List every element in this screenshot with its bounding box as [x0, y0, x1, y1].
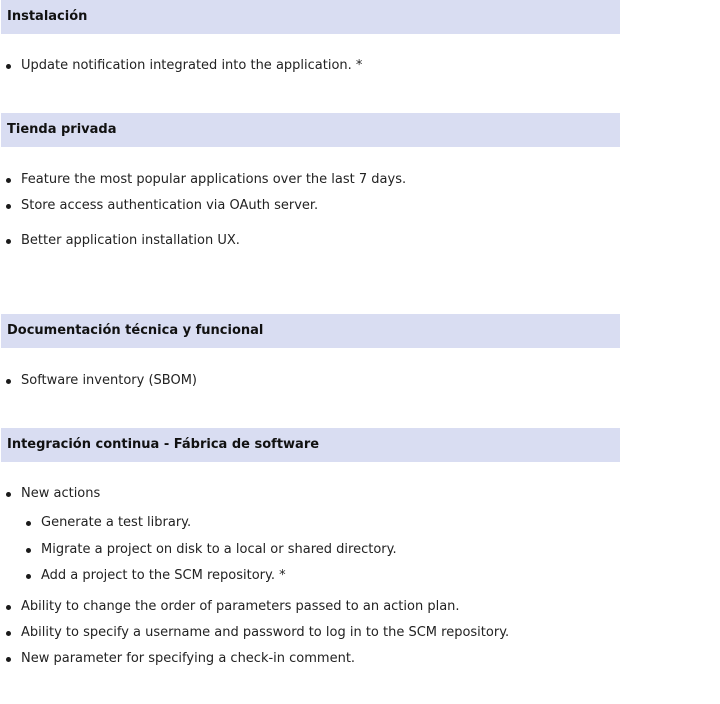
list-item: Ability to specify a username and password to log in to the SCM repository. [21, 625, 510, 640]
sub-list-item: Generate a test library. [41, 515, 192, 530]
section-header-documentacion: Documentación técnica y funcional [1, 314, 620, 348]
section-header-tienda-privada: Tienda privada [1, 113, 620, 147]
list-item: Feature the most popular applications over the last 7 days. [21, 172, 407, 187]
sub-list-item: Add a project to the SCM repository. * [41, 568, 286, 583]
list-item: Update notification integrated into the application. * [21, 58, 363, 73]
list-item: New actions [21, 486, 101, 501]
list-item: Store access authentication via OAuth server. [21, 198, 319, 213]
list-item: Software inventory (SBOM) [21, 373, 197, 388]
list-item: New parameter for specifying a check-in comment. [21, 651, 356, 666]
section-header-integracion-continua: Integración continua - Fábrica de software [1, 428, 620, 462]
list-item: Better application installation UX. [21, 233, 240, 248]
list-item: Ability to change the order of parameters passed to an action plan. [21, 599, 460, 614]
section-header-instalacion: Instalación [1, 0, 620, 34]
sub-list-item: Migrate a project on disk to a local or shared directory. [41, 542, 397, 557]
